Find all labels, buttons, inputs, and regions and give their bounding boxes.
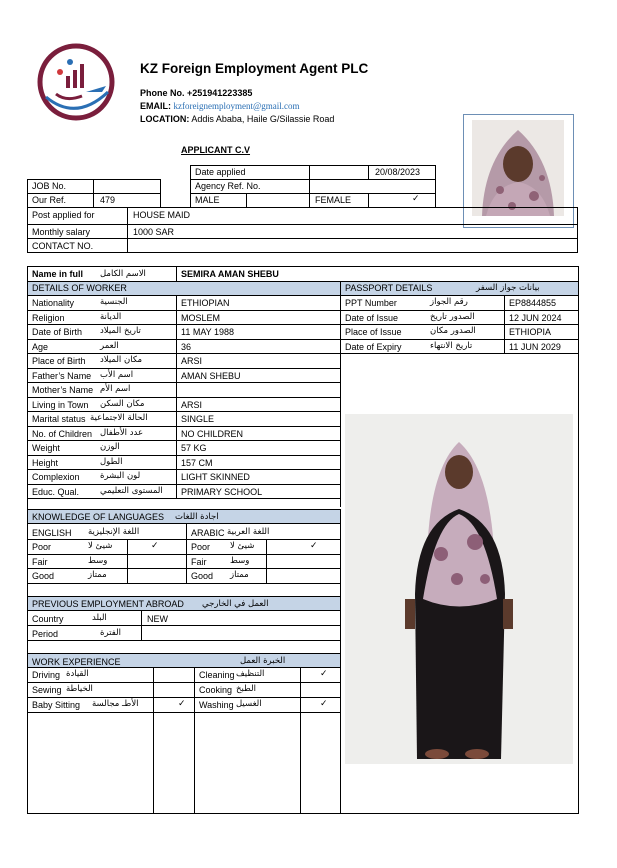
worker-field-value: ARSI bbox=[181, 356, 203, 366]
worker-field-label: No. of Children bbox=[32, 428, 93, 439]
passport-field-label-ar: تاريخ الانتهاء bbox=[430, 340, 473, 351]
our-ref-value: 479 bbox=[100, 195, 116, 205]
phone-label: Phone No. bbox=[140, 88, 185, 98]
languages-header-ar: اجادة اللغات bbox=[175, 512, 219, 522]
passport-field-value: EP8844855 bbox=[509, 298, 557, 308]
arabic-level-label: Poor bbox=[191, 542, 211, 552]
experience-header-ar: الخبرة العمل bbox=[240, 656, 286, 666]
applicant-portrait-photo bbox=[472, 120, 564, 216]
passport-field-label: PPT Number bbox=[345, 298, 397, 308]
worker-field-label: Educ. Qual. bbox=[32, 486, 80, 497]
row-divider bbox=[27, 426, 340, 427]
worker-field-label-ar: اسم الأم bbox=[100, 384, 131, 394]
worker-field-label-ar: تاريخ الميلاد bbox=[100, 326, 141, 336]
english-poor-check-icon: ✓ bbox=[151, 541, 159, 551]
worker-field-label-ar: مكان الميلاد bbox=[100, 355, 143, 365]
post-salary-block bbox=[27, 207, 578, 253]
english-level-label: Fair bbox=[32, 556, 48, 567]
row-divider bbox=[27, 353, 340, 354]
row-divider bbox=[27, 484, 340, 485]
worker-field-label: Place of Birth bbox=[32, 356, 86, 366]
worker-field-value: ARSI bbox=[181, 399, 203, 410]
previous-header-label: PREVIOUS EMPLOYMENT ABROAD bbox=[32, 599, 184, 609]
arabic-level-label-ar: وسط bbox=[230, 555, 250, 566]
worker-header-label: DETAILS OF WORKER bbox=[32, 283, 127, 293]
arabic-level-label-ar: شيئ لا bbox=[230, 541, 255, 551]
worker-field-label: Father’s Name bbox=[32, 370, 92, 381]
passport-field-value: ETHIOPIA bbox=[509, 327, 552, 337]
experience-check-icon: ✓ bbox=[178, 699, 186, 709]
row-divider bbox=[27, 498, 340, 499]
contact-label: CONTACT NO. bbox=[32, 241, 94, 251]
worker-field-label: Height bbox=[32, 457, 59, 468]
worker-field-label-ar: الوزن bbox=[100, 442, 120, 452]
worker-field-label: Complexion bbox=[32, 472, 80, 482]
female-label: FEMALE bbox=[315, 195, 352, 205]
email-label: EMAIL: bbox=[140, 101, 171, 111]
name-label: Name in full bbox=[32, 269, 84, 279]
experience-skill-label: Washing bbox=[199, 700, 234, 710]
english-level-label: Good bbox=[32, 571, 55, 581]
period-label-ar: الفترة bbox=[100, 628, 121, 638]
experience-skill-label: Driving bbox=[32, 670, 61, 680]
row-divider bbox=[27, 382, 340, 383]
passport-field-value: 11 JUN 2029 bbox=[509, 341, 561, 352]
company-name: KZ Foreign Employment Agent PLC bbox=[140, 61, 369, 76]
country-label: Country bbox=[32, 614, 64, 624]
worker-field-value: SINGLE bbox=[181, 414, 215, 424]
worker-field-label-ar: مكان السكن bbox=[100, 398, 145, 409]
worker-field-value: AMAN SHEBU bbox=[181, 370, 241, 381]
row-divider bbox=[27, 568, 340, 569]
our-ref-label: Our Ref. bbox=[32, 195, 67, 205]
worker-field-label-ar: لون البشرة bbox=[100, 471, 141, 481]
experience-skill-label-ar: الخياطة bbox=[66, 684, 93, 694]
worker-field-label-ar: العمر bbox=[100, 340, 119, 351]
worker-field-label: Religion bbox=[32, 312, 65, 323]
country-value: NEW bbox=[147, 614, 168, 624]
experience-skill-label: Sewing bbox=[32, 685, 62, 695]
period-label: Period bbox=[32, 629, 59, 639]
worker-field-value: LIGHT SKINNED bbox=[181, 472, 250, 482]
row-divider bbox=[27, 455, 340, 456]
worker-field-value: 57 KG bbox=[181, 443, 207, 453]
worker-field-label: Date of Birth bbox=[32, 327, 83, 337]
worker-field-label-ar: المستوى التعليمي bbox=[100, 485, 163, 496]
worker-field-label: Living in Town bbox=[32, 399, 89, 410]
experience-header-label: WORK EXPERIENCE bbox=[32, 657, 121, 667]
date-applied-value: 20/08/2023 bbox=[375, 167, 421, 177]
row-divider bbox=[27, 469, 340, 470]
worker-field-label: Weight bbox=[32, 443, 60, 453]
row-divider bbox=[27, 554, 340, 555]
company-email-line bbox=[140, 100, 300, 112]
company-location-line bbox=[140, 113, 334, 125]
company-logo bbox=[36, 42, 116, 122]
worker-field-label-ar: الطول bbox=[100, 456, 123, 467]
worker-field-value: 157 CM bbox=[181, 457, 213, 468]
experience-skill-label-ar: الغسيل bbox=[236, 699, 262, 709]
languages-header-label: KNOWLEDGE OF LANGUAGES bbox=[32, 512, 165, 522]
experience-skill-label-ar: القيادة bbox=[66, 669, 89, 679]
worker-field-value: PRIMARY SCHOOL bbox=[181, 486, 263, 497]
worker-field-label-ar: عدد الأطفال bbox=[100, 427, 144, 438]
experience-check-icon: ✓ bbox=[320, 699, 328, 709]
location-value: Addis Ababa, Haile G/Silassie Road bbox=[191, 114, 335, 124]
row-divider bbox=[27, 310, 340, 311]
worker-field-label: Age bbox=[32, 341, 49, 352]
english-label-ar: اللغة الإنجليزية bbox=[88, 527, 140, 537]
worker-field-label-ar: اسم الأب bbox=[100, 369, 134, 380]
worker-field-label: Mother’s Name bbox=[32, 385, 94, 395]
passport-header-ar: بيانات جواز السفر bbox=[476, 283, 540, 293]
row-divider bbox=[27, 440, 340, 441]
worker-field-label-ar: الحالة الاجتماعية bbox=[90, 413, 148, 423]
post-value: HOUSE MAID bbox=[133, 210, 191, 220]
worker-field-value: MOSLEM bbox=[181, 312, 221, 323]
female-check-icon: ✓ bbox=[412, 194, 420, 204]
row-divider bbox=[27, 712, 340, 713]
row-divider bbox=[27, 583, 340, 584]
arabic-label-ar: اللغة العربية bbox=[227, 527, 270, 537]
name-label-ar: الاسم الكامل bbox=[100, 269, 146, 279]
passport-field-label: Date of Expiry bbox=[345, 341, 402, 352]
experience-skill-label-ar: الأطـ مجالسة bbox=[92, 699, 139, 709]
post-label: Post applied for bbox=[32, 210, 95, 220]
worker-field-value: NO CHILDREN bbox=[181, 428, 244, 439]
experience-skill-label-ar: الطبخ bbox=[236, 684, 256, 694]
row-divider bbox=[27, 411, 340, 412]
english-level-label-ar: وسط bbox=[88, 555, 108, 566]
experience-check-icon: ✓ bbox=[320, 669, 328, 679]
experience-skill-label: Cleaning bbox=[199, 670, 235, 680]
salary-value: 1000 SAR bbox=[133, 227, 175, 237]
worker-field-label-ar: الديانة bbox=[100, 311, 122, 322]
passport-field-label: Date of Issue bbox=[345, 312, 399, 323]
phone-value: +251941223385 bbox=[187, 88, 253, 98]
english-label: ENGLISH bbox=[32, 528, 72, 538]
passport-header-label: PASSPORT DETAILS bbox=[345, 283, 433, 293]
previous-header-ar: العمل في الخارجي bbox=[202, 599, 269, 609]
arabic-poor-check-icon: ✓ bbox=[310, 541, 318, 551]
salary-label: Monthly salary bbox=[32, 227, 91, 237]
english-level-label: Poor bbox=[32, 542, 52, 552]
worker-field-value: ETHIOPIAN bbox=[181, 298, 230, 308]
arabic-label: ARABIC bbox=[191, 528, 225, 538]
date-applied-label: Date applied bbox=[195, 167, 246, 177]
row-divider bbox=[27, 339, 340, 340]
worker-field-label-ar: الجنسية bbox=[100, 297, 128, 307]
worker-field-value: 36 bbox=[181, 341, 192, 352]
experience-skill-label: Cooking bbox=[199, 685, 233, 695]
experience-skill-label: Baby Sitting bbox=[32, 700, 81, 710]
experience-skill-label-ar: التنظيف bbox=[236, 669, 265, 679]
country-label-ar: البلد bbox=[92, 613, 107, 623]
passport-field-label-ar: رقم الجواز bbox=[430, 297, 468, 307]
passport-field-value: 12 JUN 2024 bbox=[509, 312, 562, 323]
gender-row bbox=[190, 193, 436, 208]
location-label: LOCATION: bbox=[140, 114, 190, 124]
worker-field-label: Marital status bbox=[32, 414, 86, 424]
row-divider bbox=[340, 353, 579, 354]
english-level-label-ar: شيئ لا bbox=[88, 541, 113, 551]
job-no-label: JOB No. bbox=[32, 181, 67, 191]
agency-ref-label: Agency Ref. No. bbox=[195, 181, 261, 191]
row-divider bbox=[27, 368, 340, 369]
passport-field-label-ar: الصدور تاريخ bbox=[430, 311, 475, 322]
arabic-level-label-ar: ممتاز bbox=[230, 570, 249, 580]
name-value: SEMIRA AMAN SHEBU bbox=[181, 269, 279, 279]
company-phone-line bbox=[140, 87, 252, 99]
passport-field-label: Place of Issue bbox=[345, 327, 402, 337]
applicant-full-body-photo bbox=[345, 414, 573, 764]
page-title: APPLICANT C.V bbox=[181, 145, 251, 155]
english-level-label-ar: ممتاز bbox=[88, 570, 107, 580]
row-divider bbox=[27, 397, 340, 398]
row-divider bbox=[27, 324, 340, 325]
email-value[interactable]: kzforeignemployment@gmail.com bbox=[173, 101, 300, 111]
worker-field-label: Nationality bbox=[32, 298, 75, 308]
worker-field-value: 11 MAY 1988 bbox=[181, 327, 235, 337]
arabic-level-label: Fair bbox=[191, 556, 207, 567]
passport-field-label-ar: الصدور مكان bbox=[430, 326, 476, 336]
male-label: MALE bbox=[195, 195, 220, 205]
arabic-level-label: Good bbox=[191, 571, 214, 581]
